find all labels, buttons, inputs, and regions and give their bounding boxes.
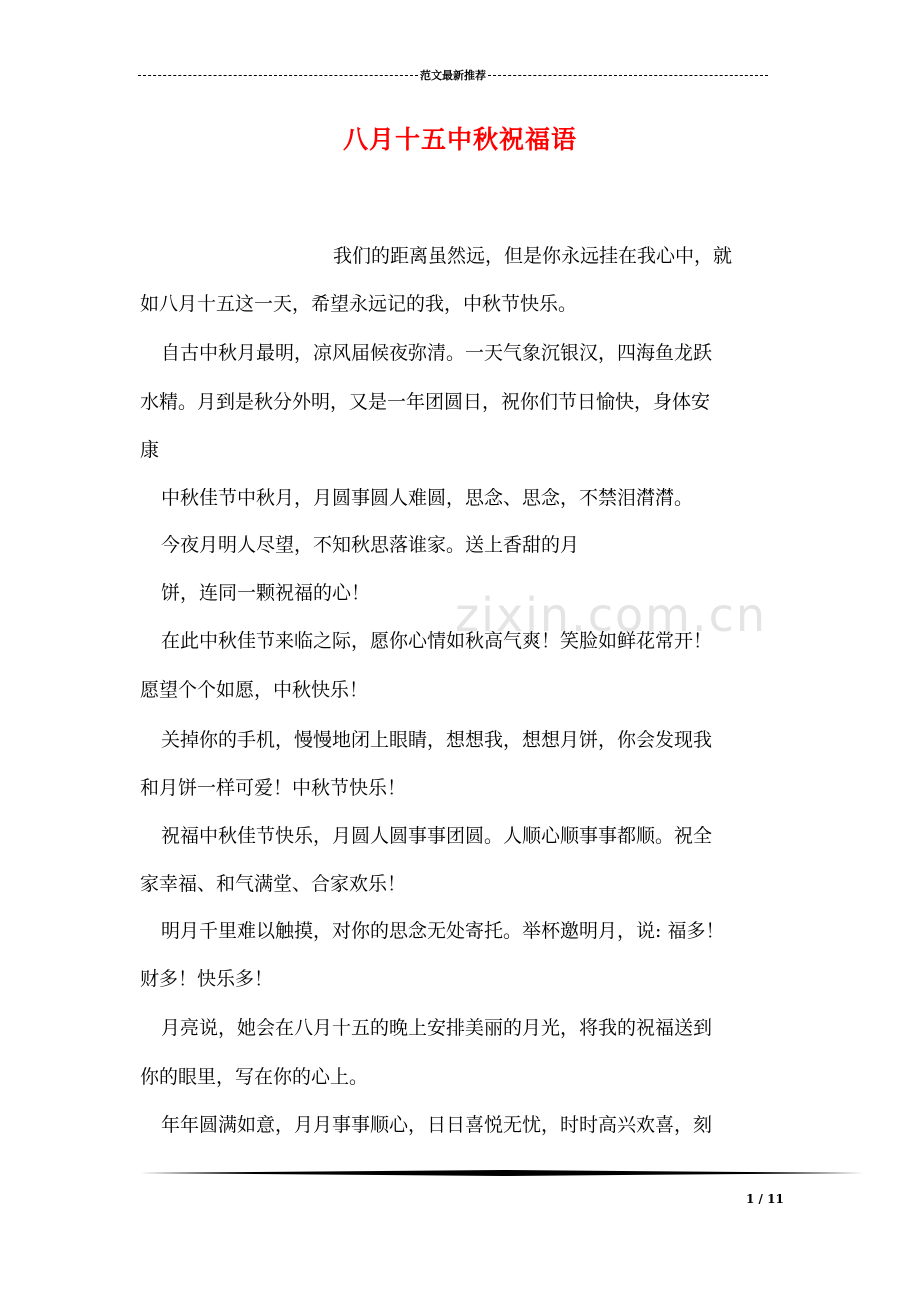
document-title: 八月十五中秋祝福语 [342,125,577,154]
watermark: zixin.com.cn [455,588,768,642]
paragraph-line: 如八月十五这一天，希望永远记的我，中秋节快乐。 [140,293,578,315]
paragraph-line: 康 [140,439,160,461]
paragraph-line: 你的眼里，写在你的心上。 [140,1066,369,1088]
paragraph-line: 财多！快乐多！ [140,968,274,990]
page-header [138,66,768,84]
paragraph-line: 水精。月到是秋分外明，又是一年团圆日，祝你们节日愉快，身体安 [140,391,711,413]
paragraph-line: 自古中秋月最明，凉风届候夜弥清。一天气象沉银汉，四海鱼龙跃 [161,342,713,364]
paragraph-line: 家幸福、和气满堂、合家欢乐！ [140,873,407,895]
paragraph-line: 今夜月明人尽望，不知秋思落谁家。送上香甜的月 [161,534,580,556]
header-label: 范文最新推荐 [420,69,486,82]
header-dash-right [488,75,768,76]
paragraph-line: 和月饼一样可爱！中秋节快乐！ [140,777,407,799]
paragraph-line: 年年圆满如意，月月事事顺心，日日喜悦无忧，时时高兴欢喜，刻 [161,1114,713,1136]
paragraph-line: 月亮说，她会在八月十五的晚上安排美丽的月光，将我的祝福送到 [161,1017,713,1039]
page-number: 1 / 11 [746,1192,784,1206]
header-dash-left [138,75,418,76]
footer-rule [140,1170,864,1176]
paragraph-line: 在此中秋佳节来临之际，愿你心情如秋高气爽！笑脸如鲜花常开！ [161,630,713,652]
paragraph-line: 中秋佳节中秋月，月圆事圆人难圆，思念、思念，不禁泪潸潸。 [161,487,694,509]
paragraph-line: 祝福中秋佳节快乐，月圆人圆事事团圆。人顺心顺事事都顺。祝全 [161,825,713,847]
paragraph-line: 明月千里难以触摸，对你的思念无处寄托。举杯邀明月，说: 福多！ [161,920,725,942]
paragraph-line: 关掉你的手机，慢慢地闭上眼睛，想想我，想想月饼，你会发现我 [161,729,713,751]
paragraph-line: 饼，连同一颗祝福的心！ [161,582,371,604]
footer-rule-shape [140,1170,864,1176]
paragraph-line: 愿望个个如愿，中秋快乐！ [140,679,369,701]
paragraph-line: 我们的距离虽然远，但是你永远挂在我心中，就 [333,245,733,267]
